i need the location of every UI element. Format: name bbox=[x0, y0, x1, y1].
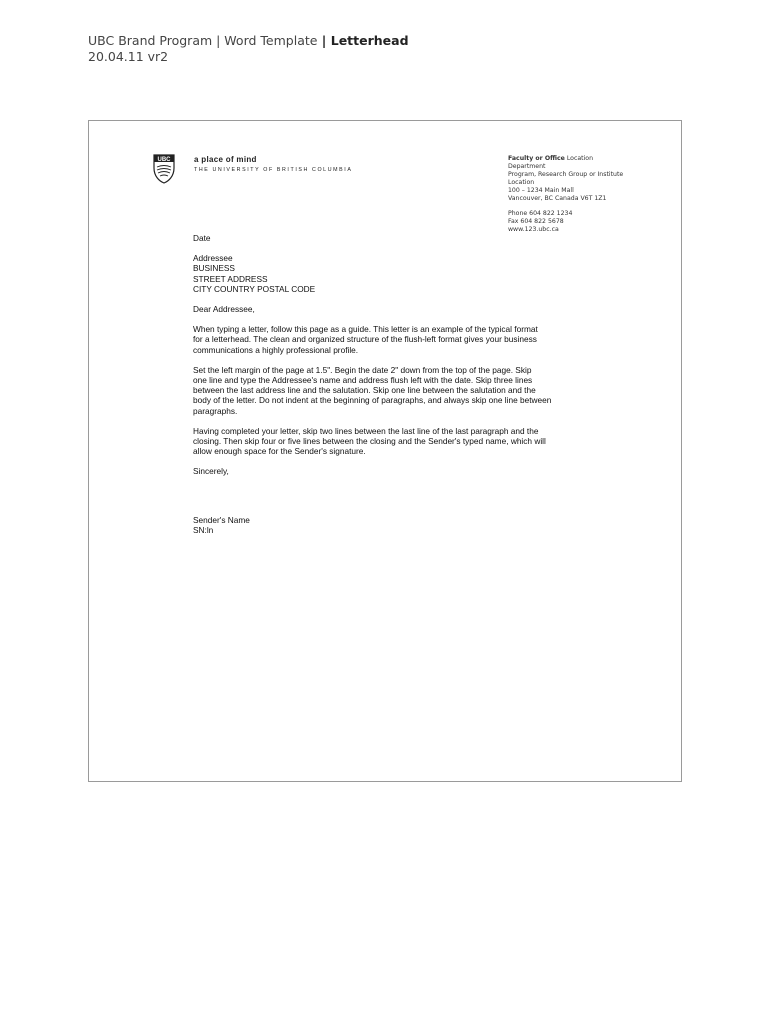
closing: Sincerely, bbox=[193, 466, 229, 477]
template-title-prefix: UBC Brand Program | Word Template bbox=[88, 33, 318, 48]
letter-date: Date bbox=[193, 233, 211, 243]
address-line: BUSINESS bbox=[193, 263, 235, 274]
paragraph-line: body of the letter. Do not indent at the beginning of paragraphs, and always skip one line between bbox=[193, 395, 552, 406]
paragraph-1 bbox=[193, 324, 623, 355]
letter-page bbox=[88, 120, 682, 782]
paragraph-line: closing. Then skip four or five lines between the closing and the Sender's typed name, which will bbox=[193, 436, 546, 447]
paragraph-line: communications a highly professional profile. bbox=[193, 344, 359, 355]
template-version: 20.04.11 vr2 bbox=[88, 49, 169, 64]
signature-block bbox=[193, 515, 623, 535]
contact-line: Program, Research Group or Institute bbox=[508, 171, 624, 178]
template-title-bold: Letterhead bbox=[330, 33, 409, 48]
paragraph-3 bbox=[193, 426, 623, 457]
paragraph-line: allow enough space for the Sender's signature. bbox=[193, 446, 366, 457]
paragraph-2 bbox=[193, 365, 623, 416]
website: www.123.ubc.ca bbox=[508, 226, 559, 233]
fax-number: Fax 604 822 5678 bbox=[508, 218, 564, 225]
contact-line: Vancouver, BC Canada V6T 1Z1 bbox=[508, 195, 607, 202]
address-block bbox=[193, 253, 623, 294]
document-header bbox=[88, 33, 409, 65]
letter-body bbox=[193, 233, 623, 535]
ubc-crest-icon bbox=[153, 154, 175, 184]
paragraph-line: for a letterhead. The clean and organized structure of the flush-left format gives your business bbox=[193, 334, 537, 345]
contact-line: Location bbox=[508, 179, 535, 186]
address-line: STREET ADDRESS bbox=[193, 273, 268, 284]
address-line: CITY COUNTRY POSTAL CODE bbox=[193, 283, 316, 294]
tagline: a place of mind bbox=[194, 155, 257, 164]
contact-spacer bbox=[508, 203, 623, 210]
contact-block bbox=[508, 155, 623, 234]
salutation: Dear Addressee, bbox=[193, 304, 255, 315]
university-name: THE UNIVERSITY OF BRITISH COLUMBIA bbox=[194, 167, 353, 173]
template-title bbox=[88, 33, 409, 49]
reference-initials: SN:ln bbox=[193, 524, 214, 535]
paragraph-line: Set the left margin of the page at 1.5". Begin the date 2" down from the top of the page. Skip bbox=[193, 364, 532, 375]
paragraph-line: When typing a letter, follow this page as a guide. This letter is an example of the typical format bbox=[193, 324, 538, 335]
faculty-bold: Faculty or Office bbox=[508, 155, 565, 162]
faculty-location: Location bbox=[564, 155, 593, 162]
paragraph-line: paragraphs. bbox=[193, 405, 238, 416]
contact-line: Department bbox=[508, 163, 546, 170]
crest-text: UBC bbox=[157, 156, 171, 163]
address-line: Addressee bbox=[193, 253, 233, 264]
template-title-separator: | bbox=[317, 33, 331, 48]
paragraph-line: one line and type the Addressee's name and address flush left with the date. Skip three lines bbox=[193, 375, 533, 386]
phone-number: Phone 604 822 1234 bbox=[508, 210, 573, 217]
sender-name: Sender's Name bbox=[193, 514, 250, 525]
faculty-line bbox=[508, 155, 623, 163]
contact-line: 100 – 1234 Main Mall bbox=[508, 187, 574, 194]
paragraph-line: Having completed your letter, skip two lines between the last line of the last paragraph and the bbox=[193, 425, 539, 436]
paragraph-line: between the last address line and the salutation. Skip one line between the salutation and the bbox=[193, 385, 536, 396]
